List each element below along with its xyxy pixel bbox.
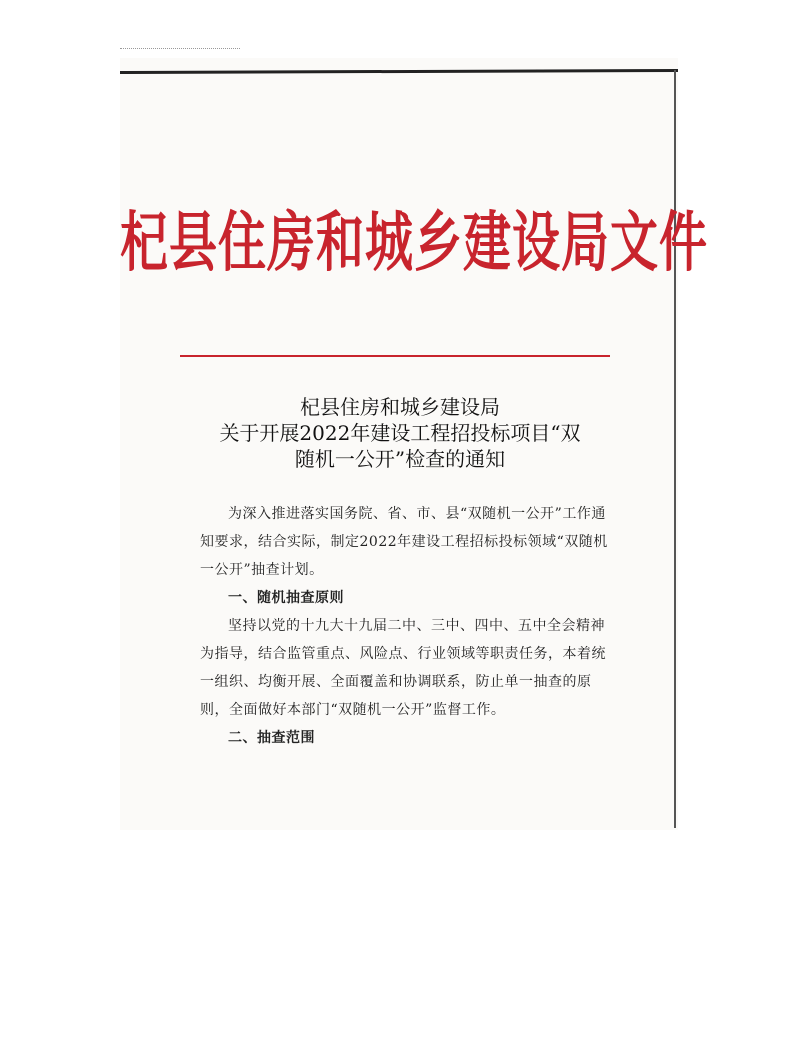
title-line-1: 杞县住房和城乡建设局 (300, 395, 500, 419)
document-title (150, 394, 650, 472)
section-heading-1: 一、随机抽查原则 (228, 590, 344, 606)
red-separator-line (180, 355, 610, 357)
intro-paragraph: 为深入推进落实国务院、省、市、县“双随机一公开”工作通知要求，结合实际，制定2022年建设工程招标投标领域“双随机一公开”抽查计划。 (200, 506, 608, 578)
title-line-2: 关于开展2022年建设工程招投标项目“双 (219, 421, 581, 445)
section-heading-2: 二、抽查范围 (228, 730, 315, 746)
principle-paragraph: 坚持以党的十九大十九届二中、三中、四中、五中全会精神为指导，结合监管重点、风险点、行业领域等职责任务，本着统一组织、均衡开展、全面覆盖和协调联系，防止单一抽查的原则，全面做好本部门“双随机一公开”监督工作。 (200, 618, 606, 718)
document-body (200, 500, 610, 752)
title-line-3: 随机一公开”检查的通知 (294, 447, 506, 471)
page-right-edge (674, 70, 676, 828)
document-header: 杞县住房和城乡建设局文件 (120, 204, 709, 281)
scan-speckle (120, 48, 240, 55)
